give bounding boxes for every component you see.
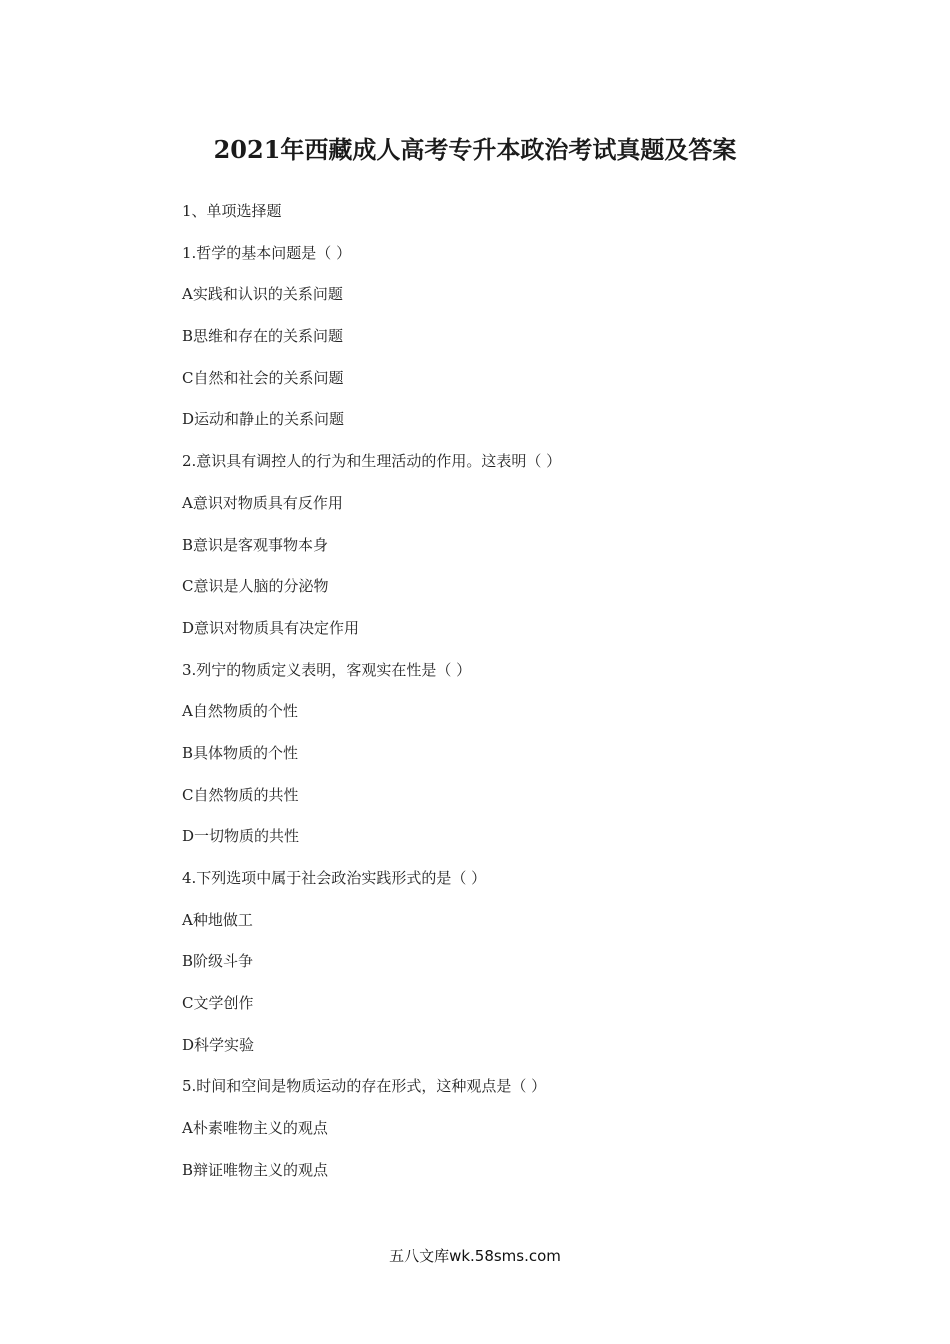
question-2-option-b: B意识是客观事物本身 [182, 535, 329, 554]
question-4: 4.下列选项中属于社会政治实践形式的是（ ） [182, 869, 487, 887]
question-5-option-a: A朴素唯物主义的观点 [182, 1119, 328, 1138]
question-5: 5.时间和空间是物质运动的存在形式，这种观点是（ ） [182, 1077, 547, 1096]
question-4-option-c: C文学创作 [182, 994, 254, 1013]
question-1: 1.哲学的基本问题是（ ） [182, 243, 352, 262]
question-4-option-a: A种地做工 [182, 910, 253, 929]
question-3-option-a: A自然物质的个性 [182, 702, 298, 721]
question-1-option-b: B思维和存在的关系问题 [182, 327, 344, 346]
question-3: 3.列宁的物质定义表明，客观实在性是（ ） [182, 660, 472, 679]
document-title: 2021年西藏成人高考专升本政治考试真题及答案 [213, 135, 737, 164]
question-3-option-d: D一切物质的共性 [182, 827, 300, 846]
question-4-option-b: B阶级斗争 [182, 952, 254, 971]
section-heading: 1、单项选择题 [182, 202, 282, 220]
question-2: 2.意识具有调控人的行为和生理活动的作用。这表明（ ） [182, 452, 562, 471]
question-1-option-a: A实践和认识的关系问题 [182, 285, 343, 304]
question-4-option-d: D科学实验 [182, 1035, 255, 1054]
footer-watermark: 五八文库wk.58sms.com [389, 1247, 561, 1265]
question-3-option-b: B具体物质的个性 [182, 743, 299, 762]
document-body [182, 198, 822, 1199]
question-1-option-c: C自然和社会的关系问题 [182, 368, 344, 387]
question-2-option-d: D意识对物质具有决定作用 [182, 618, 360, 637]
question-2-option-c: C意识是人脑的分泌物 [182, 577, 329, 596]
question-5-option-b: B辩证唯物主义的观点 [182, 1160, 329, 1179]
question-3-option-c: C自然物质的共性 [182, 785, 299, 804]
question-1-option-d: D运动和静止的关系问题 [182, 410, 345, 429]
question-2-option-a: A意识对物质具有反作用 [182, 493, 343, 512]
